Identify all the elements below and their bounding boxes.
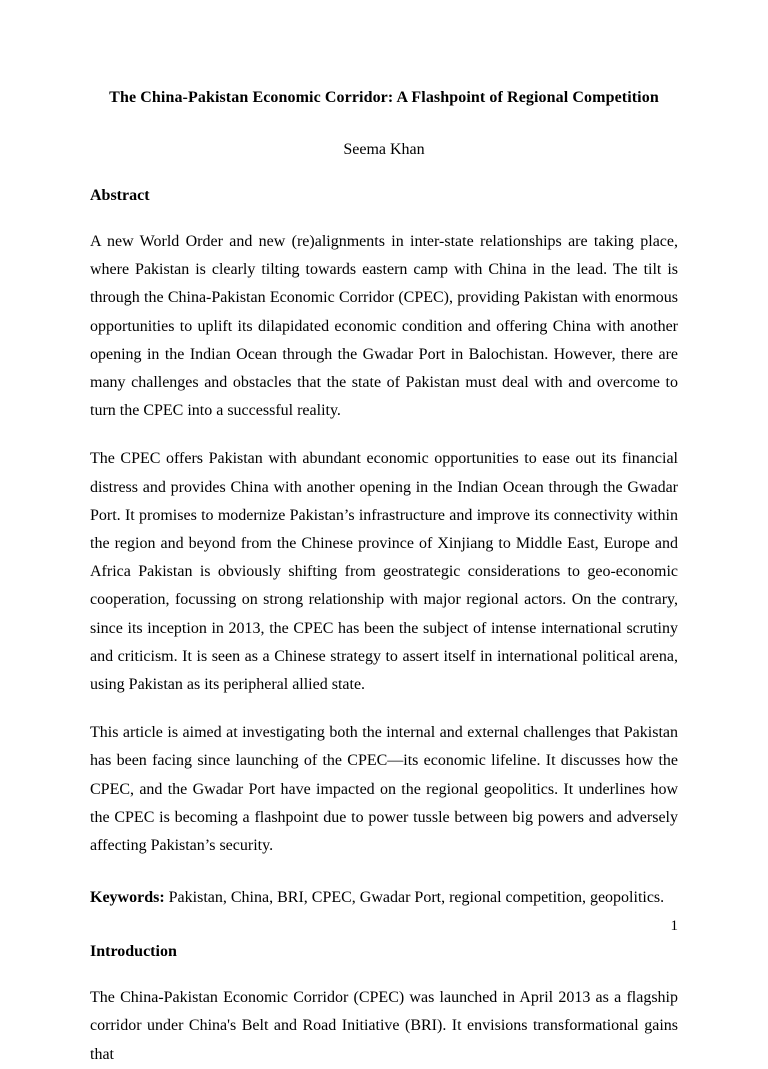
page-number: 1 (670, 918, 678, 934)
introduction-paragraph-1: The China-Pakistan Economic Corridor (CPEC) was launched in April 2013 as a flagship corridor under China's Belt and Road Initiative (BRI). It envisions transformational gains that (90, 989, 678, 1063)
page-content (90, 0, 678, 1069)
page-title: The China-Pakistan Economic Corridor: A Flashpoint of Regional Competition (109, 89, 659, 106)
abstract-heading: Abstract (90, 187, 150, 204)
abstract-paragraph-2: The CPEC offers Pakistan with abundant economic opportunities to ease out its financial distress and provides China with another opening in the Indian Ocean through the Gwadar Port. It promises to modernize Pakistan’s infrastructure and improve its connectivity within the region and beyond from the Chinese province of Xinjiang to Middle East, Europe and Africa Pakistan is obviously shifting from geostrategic considerations to geo-economic cooperation, focussing on strong relationship with major regional actors. On the contrary, since its inception in 2013, the CPEC has been the subject of intense international scrutiny and criticism. It is seen as a Chinese strategy to assert itself in international political arena, using Pakistan as its peripheral allied state. (90, 450, 678, 694)
keywords-line (90, 860, 678, 912)
abstract-paragraph-3: This article is aimed at investigating both the internal and external challenges that Pakistan has been facing since launching of the CPEC—its economic lifeline. It discusses how the CPEC, and the Gwadar Port have impacted on the regional geopolitics. It underlines how the CPEC is becoming a flashpoint due to power tussle between big powers and adversely affecting Pakistan’s security. (90, 724, 678, 855)
author-name: Seema Khan (343, 141, 425, 158)
keywords-label: Keywords: (90, 889, 165, 907)
abstract-paragraph-1: A new World Order and new (re)alignments in inter-state relationships are taking place, where Pakistan is clearly tilting towards eastern camp with China in the lead. The tilt is through the China-Pakistan Economic Corridor (CPEC), providing Pakistan with enormous opportunities to uplift its dilapidated economic condition and offering China with another opening in the Indian Ocean through the Gwadar Port in Balochistan. However, there are many challenges and obstacles that the state of Pakistan must deal with and overcome to turn the CPEC into a successful reality. (90, 233, 678, 420)
introduction-heading: Introduction (90, 943, 177, 961)
keywords-values: Pakistan, China, BRI, CPEC, Gwadar Port, regional competition, geopolitics. (164, 889, 665, 907)
